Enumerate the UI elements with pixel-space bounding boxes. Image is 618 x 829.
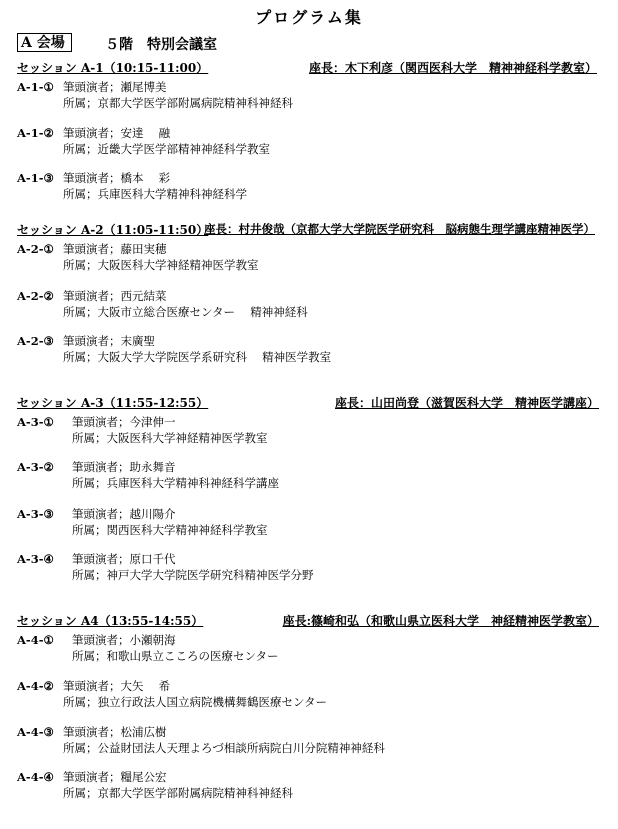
session-header <box>17 221 603 237</box>
presentation-id: A-1-② <box>17 126 54 140</box>
session-title: セッション A-3（11:55-12:55） <box>17 396 209 410</box>
presenter: 筆頭演者；助永舞音 <box>72 460 176 474</box>
session-header <box>17 59 603 75</box>
affiliation: 所属；近畿大学医学部精神神経科学教室 <box>63 142 270 156</box>
session-a4 <box>17 612 603 800</box>
affiliation: 所属；公益財団法人天理よろづ相談所病院白川分院精神神経科 <box>63 741 385 755</box>
presenter: 筆頭演者；糧尾公宏 <box>63 770 167 784</box>
presenter: 筆頭演者；西元結菜 <box>63 289 167 303</box>
presentation-id: A-4-④ <box>17 770 54 784</box>
session-title: セッション A-2（11:05-11:50） <box>17 223 209 237</box>
affiliation: 所属；大阪大学大学院医学系研究科 精神医学教室 <box>63 350 332 364</box>
presentation-id: A-1-③ <box>17 171 54 185</box>
presenter: 筆頭演者；瀬尾博美 <box>63 80 167 94</box>
affiliation: 所属；京都大学医学部附属病院精神科神経科 <box>63 96 293 110</box>
session-title: セッション A-1（10:15-11:00） <box>17 61 209 75</box>
affiliation: 所属；関西医科大学精神神経科学教室 <box>72 523 268 537</box>
affiliation: 所属；大阪市立総合医療センター 精神神経科 <box>63 305 308 319</box>
venue-header <box>17 32 217 53</box>
presentation-id: A-3-② <box>17 460 54 474</box>
presentation-id: A-4-② <box>17 679 54 693</box>
venue-label: A 会場 <box>17 33 72 52</box>
affiliation: 所属；神戸大学大学院医学研究科精神医学分野 <box>72 568 314 582</box>
session-header <box>17 394 603 410</box>
presenter: 筆頭演者；松浦広樹 <box>63 725 167 739</box>
presentation-id: A-2-③ <box>17 334 54 348</box>
session-chair: 座長:篠崎和弘（和歌山県立医科大学 神経精神医学教室） <box>282 614 599 628</box>
session-chair: 座長：村井俊哉（京都大学大学院医学研究科 脳病態生理学講座精神医学） <box>204 222 595 236</box>
affiliation: 所属；兵庫医科大学精神科神経科学講座 <box>72 476 279 490</box>
presentation-id: A-3-① <box>17 415 54 429</box>
presenter: 筆頭演者；藤田実穂 <box>63 242 167 256</box>
session-a2 <box>17 221 603 364</box>
affiliation: 所属；兵庫医科大学精神科神経科学 <box>63 187 247 201</box>
presenter: 筆頭演者；末廣聖 <box>63 334 155 348</box>
presentation-id: A-4-① <box>17 633 54 647</box>
presenter: 筆頭演者；越川陽介 <box>72 507 176 521</box>
session-chair: 座長：山田尚登（滋賀医科大学 精神医学講座） <box>334 396 599 410</box>
affiliation: 所属；和歌山県立こころの医療センター <box>72 649 279 663</box>
presentation-id: A-2-① <box>17 242 54 256</box>
affiliation: 所属；京都大学医学部附属病院精神科神経科 <box>63 786 293 800</box>
presenter: 筆頭演者；安達 融 <box>63 126 171 140</box>
session-a3 <box>17 394 603 582</box>
affiliation: 所属；大阪医科大学神経精神医学教室 <box>63 258 259 272</box>
affiliation: 所属；大阪医科大学神経精神医学教室 <box>72 431 268 445</box>
session-chair: 座長：木下利彦（関西医科大学 精神神経科学教室） <box>308 61 597 75</box>
session-a1 <box>17 59 603 201</box>
presenter: 筆頭演者；橋本 彩 <box>63 171 171 185</box>
presentation-id: A-2-② <box>17 289 54 303</box>
presentation-id: A-3-④ <box>17 552 54 566</box>
presenter: 筆頭演者；大矢 希 <box>63 679 171 693</box>
venue-room: ５階 特別会議室 <box>105 37 217 53</box>
presentation-id: A-3-③ <box>17 507 54 521</box>
presenter: 筆頭演者；原口千代 <box>72 552 176 566</box>
session-header <box>17 612 603 628</box>
presenter: 筆頭演者；今津伸一 <box>72 415 176 429</box>
presentation-id: A-4-③ <box>17 725 54 739</box>
session-title: セッション A4（13:55-14:55） <box>17 614 204 628</box>
presentation-id: A-1-① <box>17 80 54 94</box>
presenter: 筆頭演者；小瀬朝海 <box>72 633 176 647</box>
page-title: プログラム集 <box>255 8 363 27</box>
affiliation: 所属；独立行政法人国立病院機構舞鶴医療センター <box>63 695 328 709</box>
